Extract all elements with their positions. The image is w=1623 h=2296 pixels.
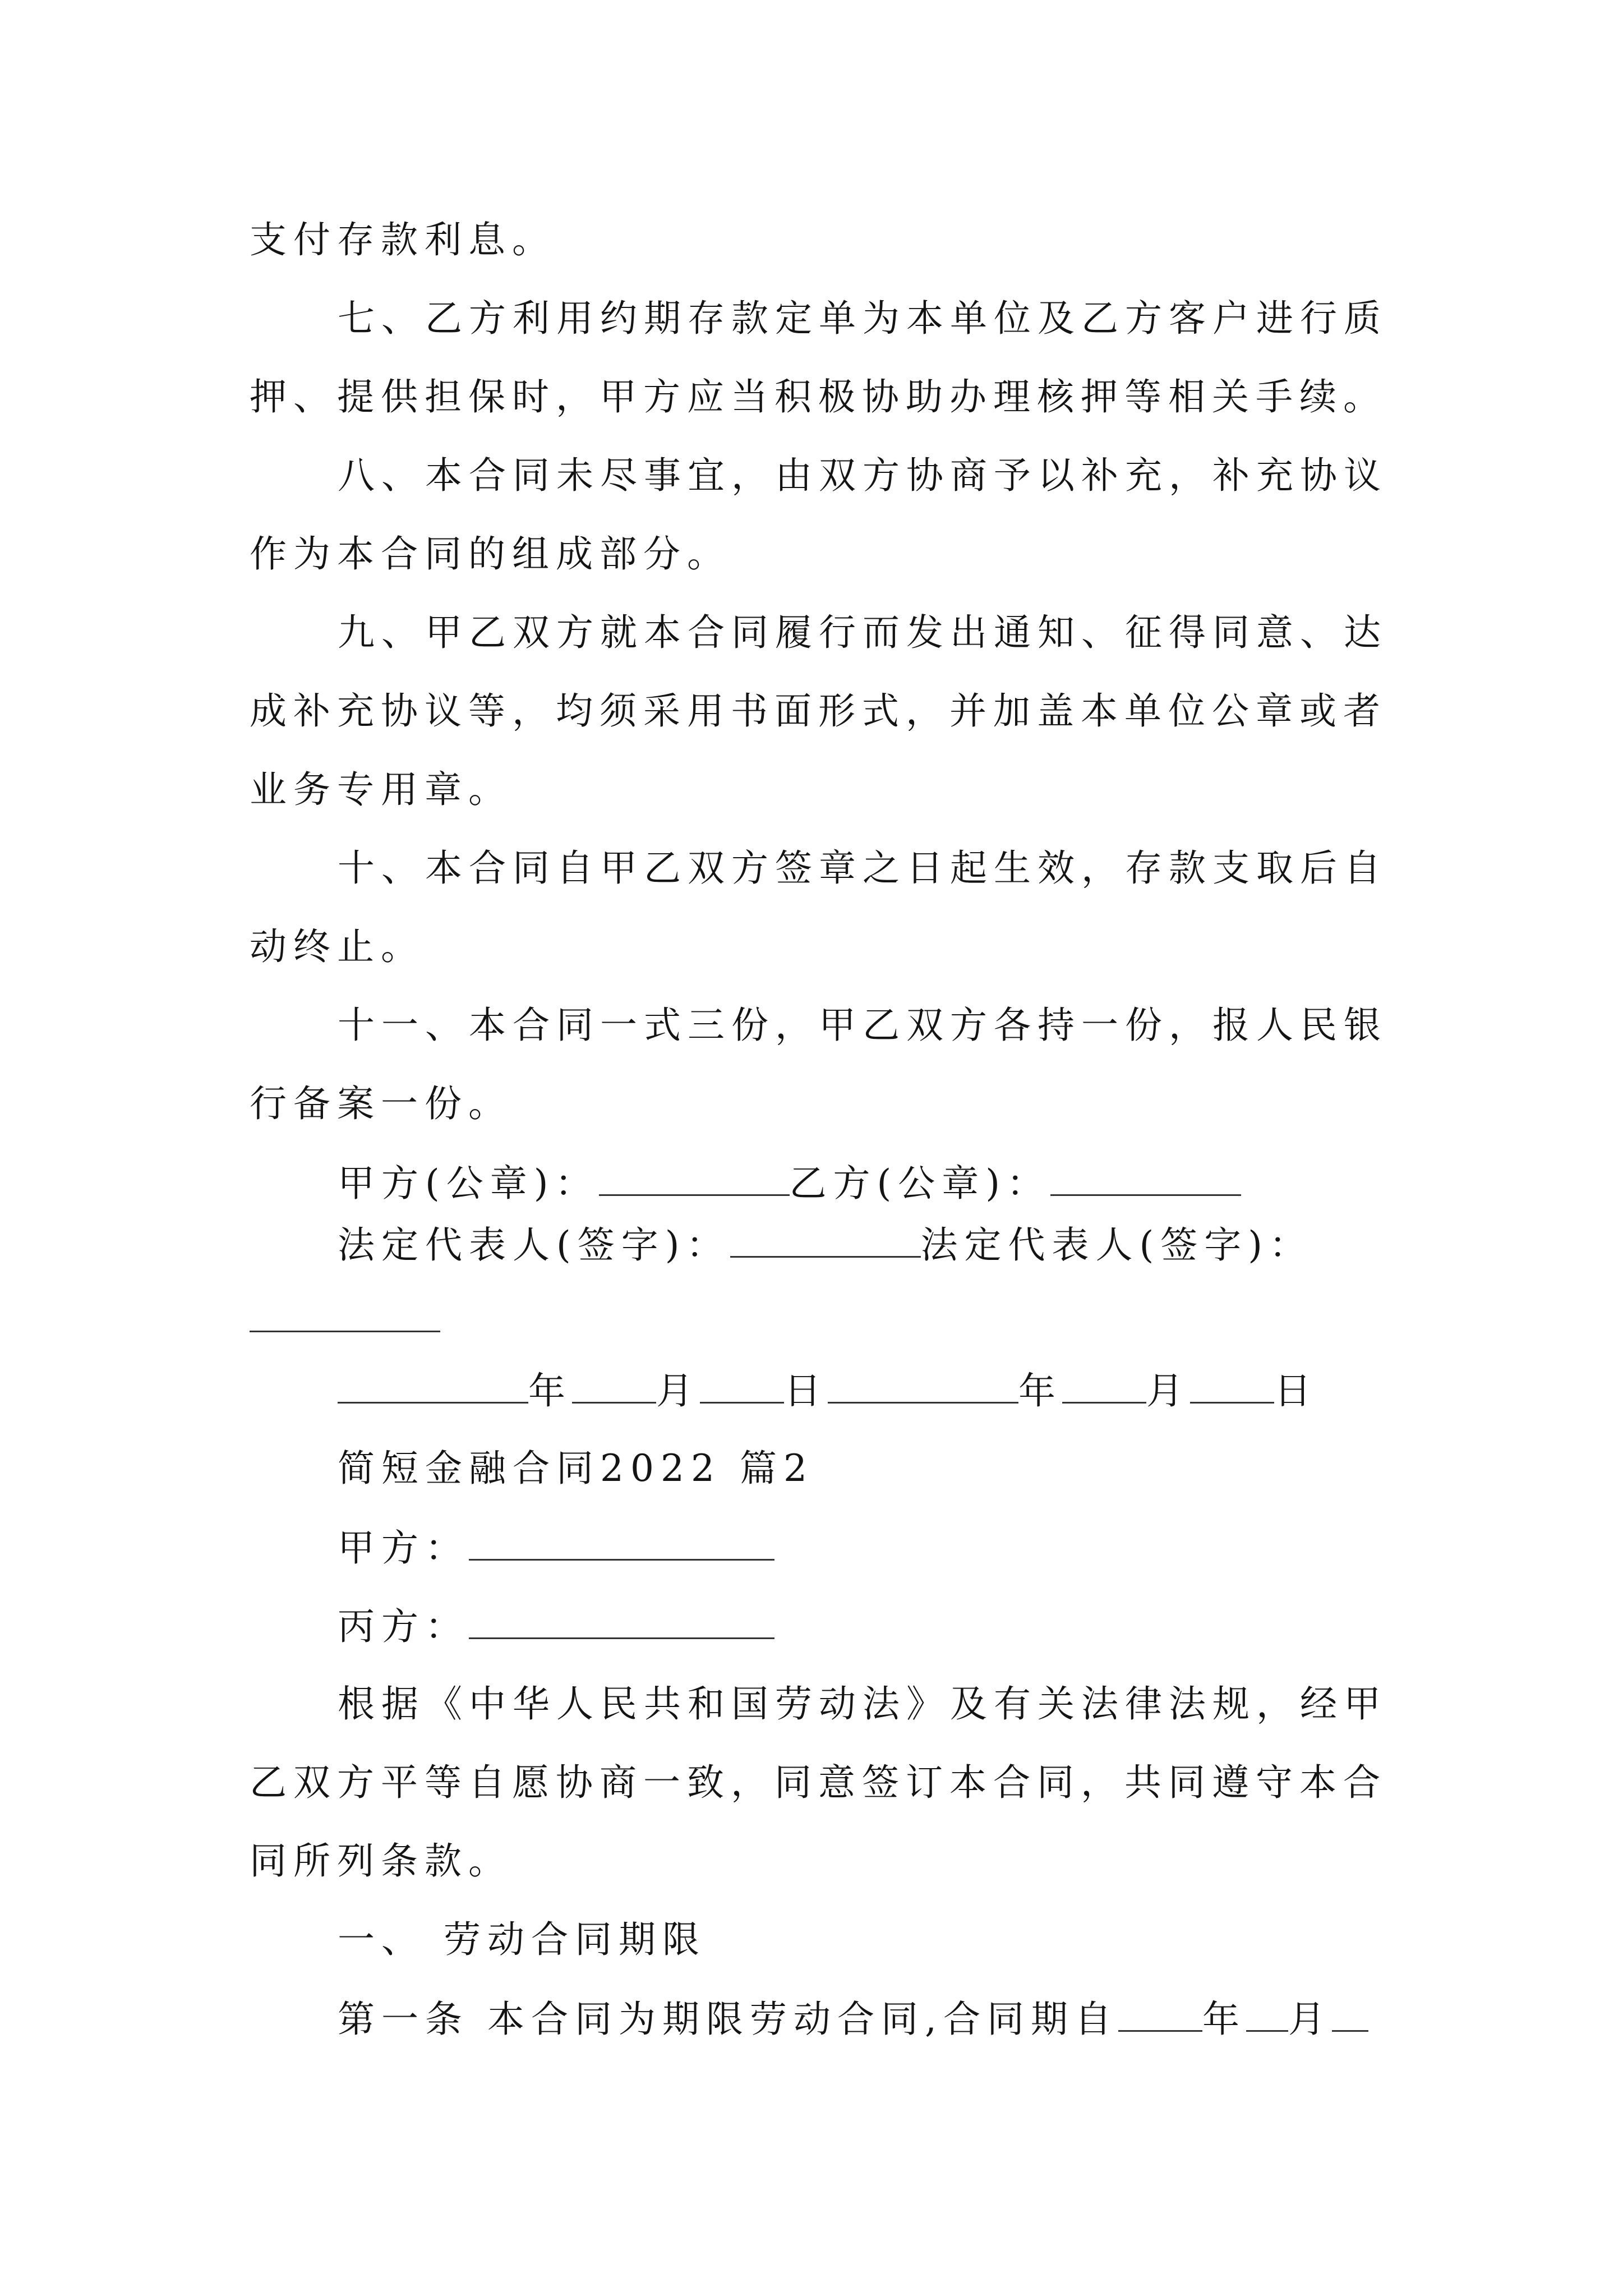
paragraph-line: 作为本合同的组成部分。 bbox=[250, 532, 731, 576]
paragraph-line: 支付存款利息。 bbox=[250, 218, 556, 261]
party-b-seal-label: 乙方(公章)： bbox=[789, 1162, 1050, 1205]
party-b-rep-label: 法定代表人(签字)： bbox=[920, 1223, 1313, 1267]
article-month-label: 月 bbox=[1288, 1998, 1332, 2041]
article-month-blank bbox=[1246, 2000, 1288, 2032]
date-row bbox=[338, 1369, 1318, 1412]
representative-signature-row bbox=[338, 1223, 1313, 1267]
party-a-rep-blank bbox=[730, 1226, 921, 1258]
heading-contract-term: 一、 劳动合同期限 bbox=[338, 1918, 706, 1961]
clause-eleven-line: 十一、本合同一式三份，甲乙双方各持一份，报人民银 bbox=[338, 1004, 1387, 1047]
party-a-seal-blank bbox=[599, 1164, 790, 1196]
clause-ten-line: 十、本合同自甲乙双方签章之日起生效，存款支取后自 bbox=[338, 846, 1387, 890]
year-blank-a bbox=[338, 1372, 528, 1404]
section-title: 简短金融合同2022 篇2 bbox=[338, 1447, 814, 1490]
paragraph-line: 押、提供担保时，甲方应当积极协助办理核押等相关手续。 bbox=[250, 375, 1387, 418]
paragraph-line: 行备案一份。 bbox=[250, 1082, 512, 1125]
intro-line: 同所列条款。 bbox=[250, 1839, 512, 1883]
party-a-blank bbox=[469, 1529, 774, 1561]
party-b-seal-blank bbox=[1050, 1164, 1241, 1196]
party-a-rep-label: 法定代表人(签字)： bbox=[338, 1223, 730, 1267]
paragraph-line: 业务专用章。 bbox=[250, 768, 512, 811]
party-a-label: 甲方： bbox=[338, 1526, 469, 1570]
party-a-seal-label: 甲方(公章)： bbox=[338, 1162, 599, 1205]
party-b-rep-blank bbox=[250, 1314, 440, 1332]
month-label-a: 月 bbox=[656, 1369, 700, 1412]
year-blank-b bbox=[828, 1372, 1018, 1404]
article-day-blank bbox=[1332, 2000, 1368, 2032]
paragraph-line: 动终止。 bbox=[250, 925, 425, 968]
article-one-text: 第一条 本合同为期限劳动合同,合同期自 bbox=[338, 1998, 1118, 2041]
article-year-blank bbox=[1118, 2000, 1202, 2032]
intro-line: 根据《中华人民共和国劳动法》及有关法律法规，经甲 bbox=[338, 1682, 1387, 1726]
seal-signature-row bbox=[338, 1162, 1241, 1205]
article-year-label: 年 bbox=[1202, 1998, 1246, 2041]
clause-nine-line: 九、甲乙双方就本合同履行而发出通知、征得同意、达 bbox=[338, 611, 1387, 654]
intro-line: 乙双方平等自愿协商一致，同意签订本合同，共同遵守本合 bbox=[250, 1761, 1387, 1804]
party-b-rep-blank-row bbox=[250, 1301, 440, 1338]
party-c-label: 丙方： bbox=[338, 1605, 469, 1648]
month-blank-b bbox=[1062, 1372, 1146, 1404]
party-c-row bbox=[338, 1605, 774, 1648]
paragraph-line: 成补充协议等，均须采用书面形式，并加盖本单位公章或者 bbox=[250, 689, 1387, 733]
clause-eight-line: 八、本合同未尽事宜，由双方协商予以补充，补充协议 bbox=[338, 454, 1387, 497]
month-label-b: 月 bbox=[1146, 1369, 1190, 1412]
party-a-row bbox=[338, 1526, 774, 1570]
article-one-line bbox=[338, 1998, 1368, 2041]
day-label-b: 日 bbox=[1274, 1369, 1318, 1412]
month-blank-a bbox=[572, 1372, 656, 1404]
clause-seven-line: 七、乙方利用约期存款定单为本单位及乙方客户进行质 bbox=[338, 297, 1387, 340]
day-blank-b bbox=[1190, 1372, 1274, 1404]
day-label-a: 日 bbox=[784, 1369, 828, 1412]
party-c-blank bbox=[469, 1607, 774, 1639]
year-label-b: 年 bbox=[1018, 1369, 1062, 1412]
day-blank-a bbox=[700, 1372, 784, 1404]
year-label-a: 年 bbox=[528, 1369, 572, 1412]
